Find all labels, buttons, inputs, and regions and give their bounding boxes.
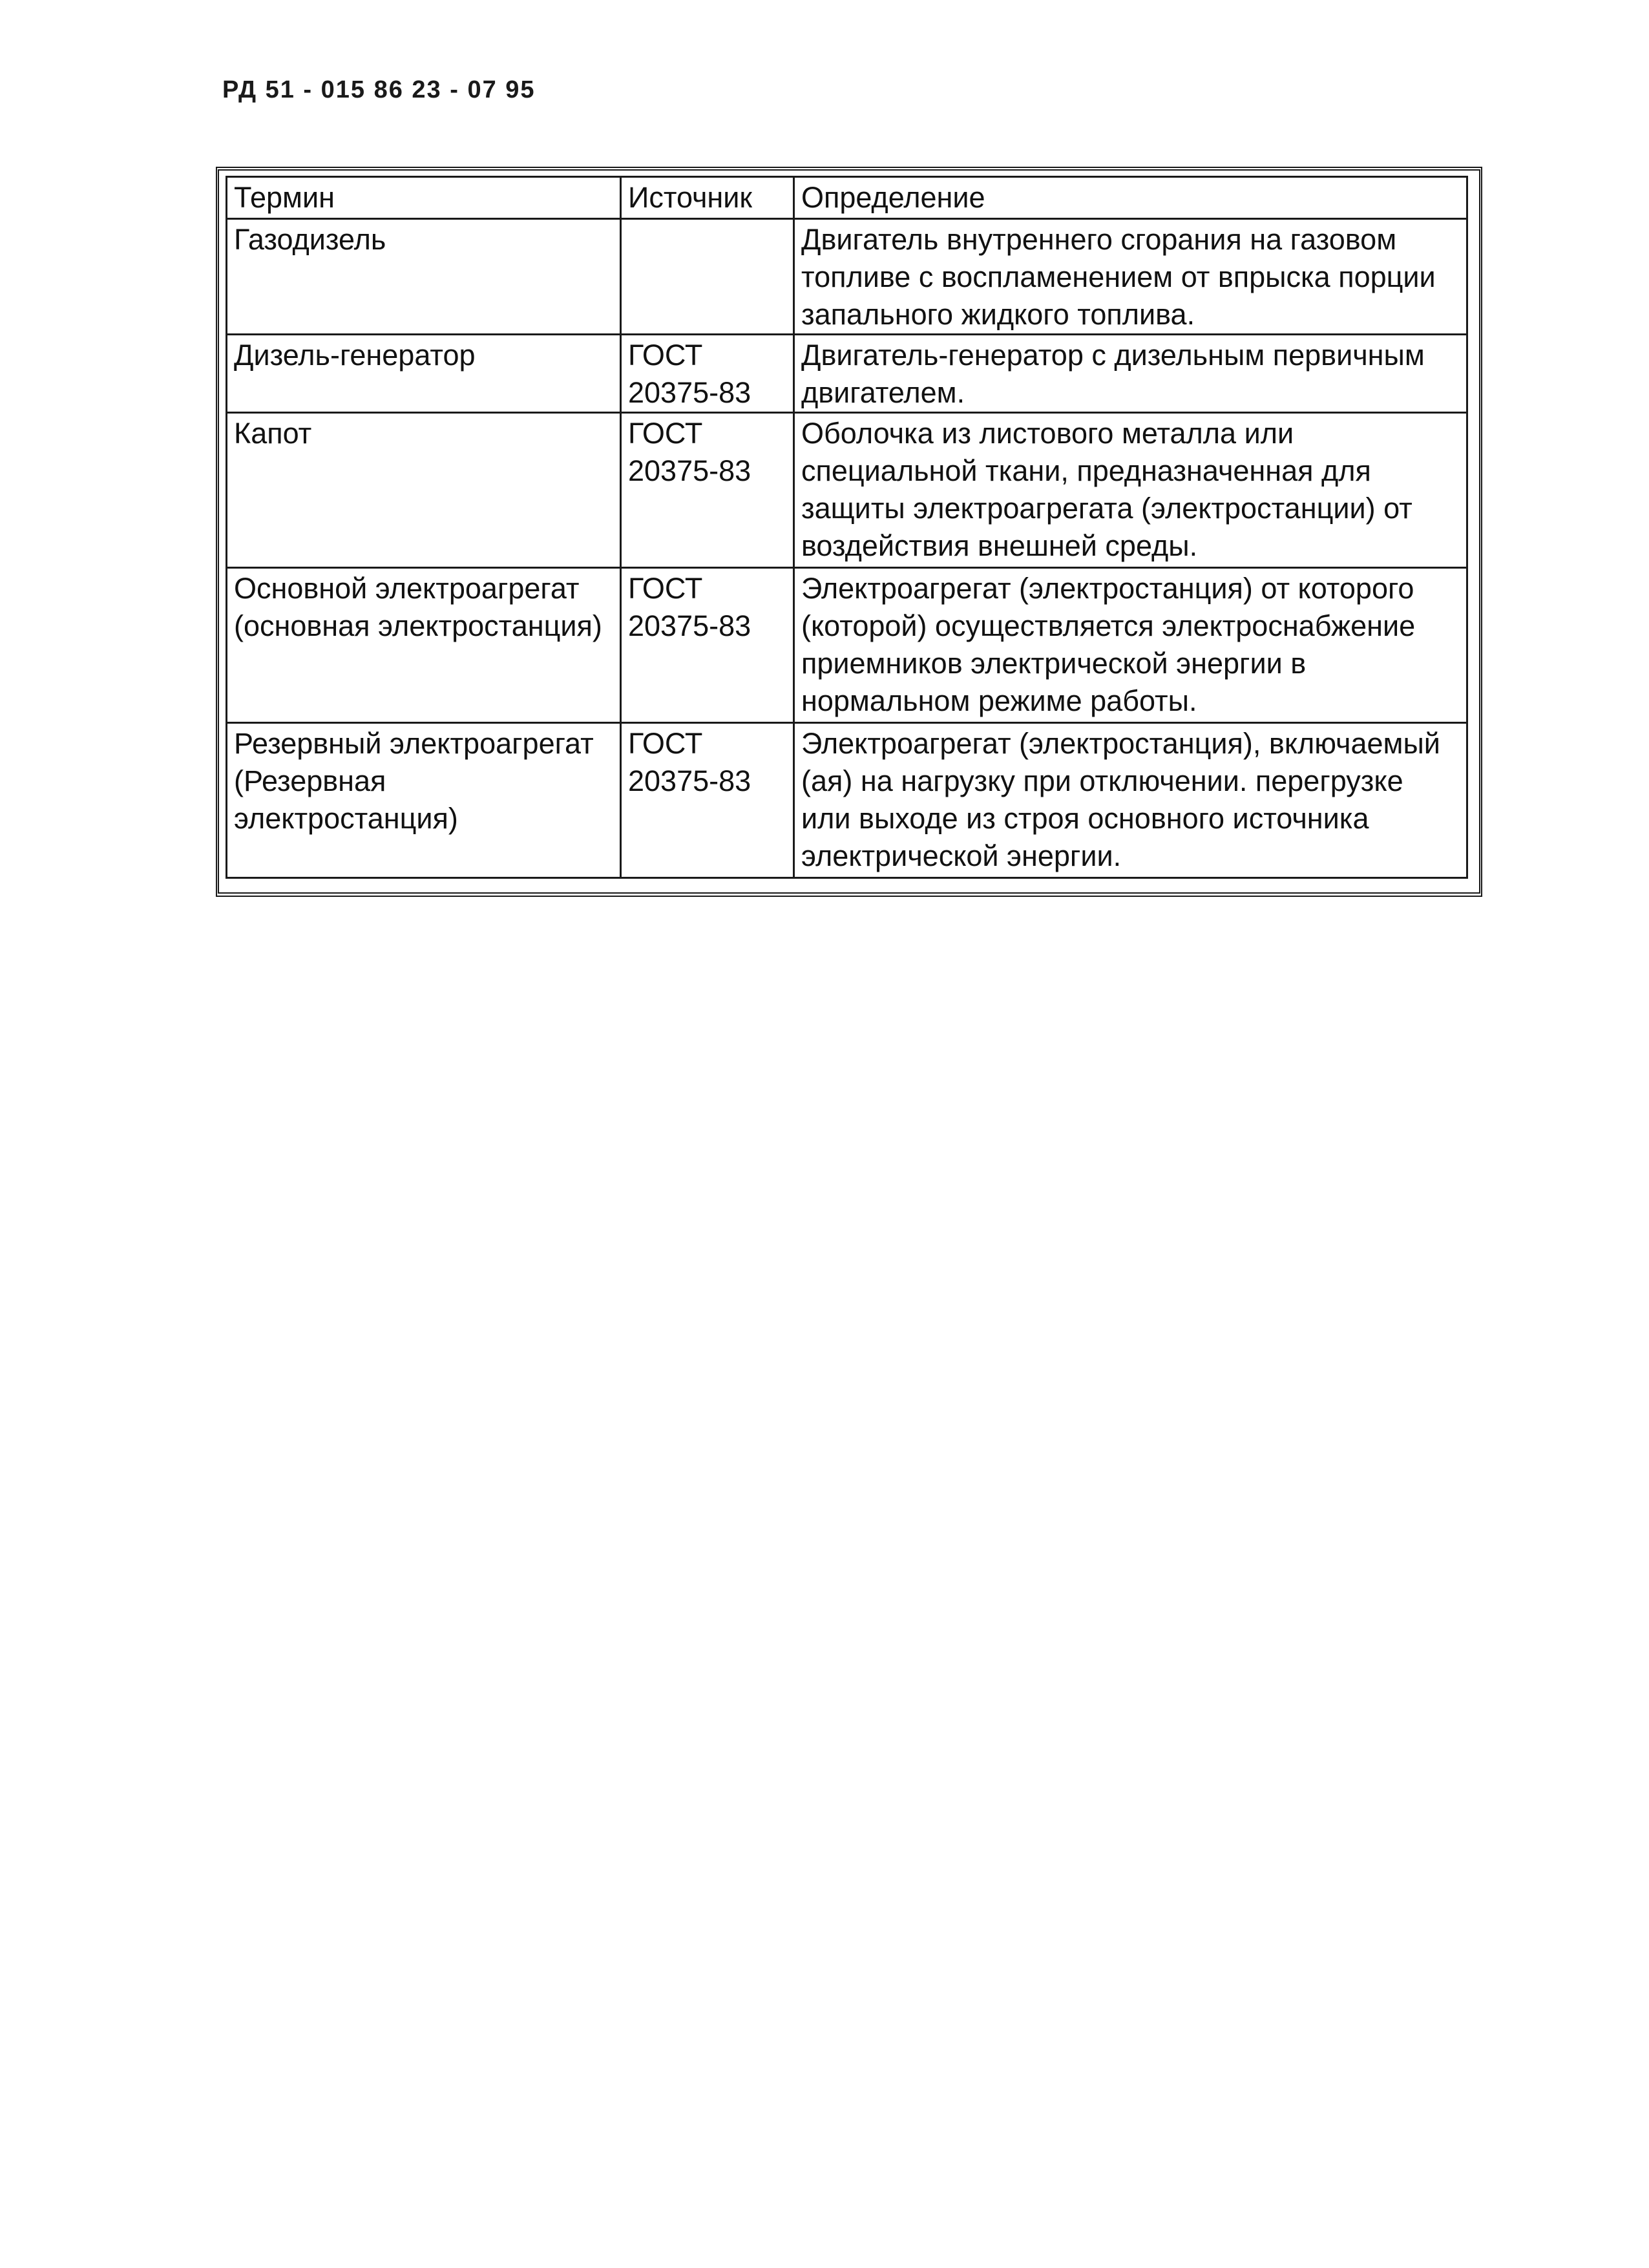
definition-cell: Двигатель внутреннего сгорания на газовом топливе с воспламенением от впрыска порции запального жидкого топлива. bbox=[794, 219, 1467, 335]
terms-table bbox=[226, 176, 1468, 879]
term-cell: Дизель-генератор bbox=[227, 335, 621, 413]
table-row bbox=[227, 413, 1467, 568]
column-header-definition: Определение bbox=[794, 177, 1467, 219]
table-row bbox=[227, 219, 1467, 335]
terms-table-frame bbox=[216, 167, 1482, 897]
column-header-term: Термин bbox=[227, 177, 621, 219]
definition-cell: Электроагрегат (электростанция), включаемый (ая) на нагрузку при отключении. перегрузке или выходе из строя основного источника электрической энергии. bbox=[794, 723, 1467, 878]
source-cell: ГОСТ 20375-83 bbox=[621, 723, 794, 878]
column-header-source: Источник bbox=[621, 177, 794, 219]
term-cell: Основной электроагрегат (основная электростанция) bbox=[227, 568, 621, 723]
table-header-row bbox=[227, 177, 1467, 219]
table-row bbox=[227, 335, 1467, 413]
definition-cell: Двигатель-генератор с дизельным первичным двигателем. bbox=[794, 335, 1467, 413]
term-cell: Капот bbox=[227, 413, 621, 568]
source-cell: ГОСТ 20375-83 bbox=[621, 413, 794, 568]
document-code-header: РД 51 - 015 86 23 - 07 95 bbox=[222, 76, 536, 103]
definition-cell: Оболочка из листового металла или специальной ткани, предназначенная для защиты электроагрегата (электростанции) от воздействия внешней среды. bbox=[794, 413, 1467, 568]
table-row bbox=[227, 723, 1467, 878]
source-cell: ГОСТ 20375-83 bbox=[621, 335, 794, 413]
source-cell bbox=[621, 219, 794, 335]
term-cell: Газодизель bbox=[227, 219, 621, 335]
source-cell: ГОСТ 20375-83 bbox=[621, 568, 794, 723]
table-row bbox=[227, 568, 1467, 723]
term-cell: Резервный электроагрегат (Резервная электростанция) bbox=[227, 723, 621, 878]
definition-cell: Электроагрегат (электростанция) от которого (которой) осуществляется электроснабжение приемников электрической энергии в нормальном режиме работы. bbox=[794, 568, 1467, 723]
